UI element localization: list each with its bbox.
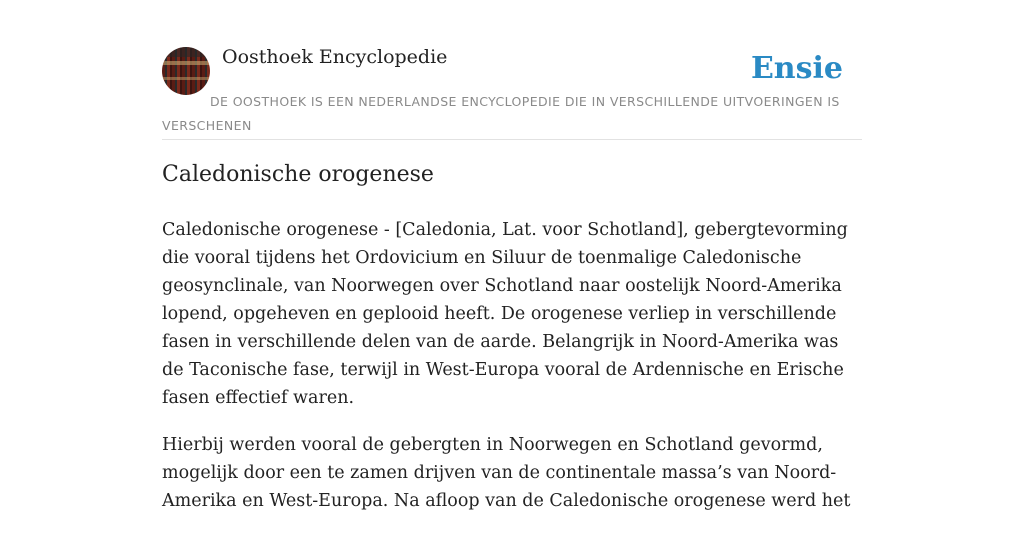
brand-logo[interactable]: Ensie <box>750 51 843 86</box>
header-divider <box>162 139 862 140</box>
site-name-link[interactable]: Oosthoek Encyclopedie <box>222 46 448 68</box>
article-title: Caledonische orogenese <box>162 162 434 187</box>
encyclopedia-avatar[interactable] <box>162 47 210 95</box>
avatar-band <box>162 61 210 65</box>
article-paragraph: Caledonische orogenese - [Caledonia, Lat. voor Schotland], gebergtevorming die vooral tijdens het Ordovicium en Siluur de toenmalige Caledonische geosynclinale, van Noorwegen over Schotland naar oostelijk Noord-Amerika lopend, opgeheven en geplooid heeft. De orogenese verliep in verschillende fasen in verschillende delen van de aarde. Belangrijk in Noord-Amerika was de Taconische fase, terwijl in West-Europa vooral de Ardennische en Erische fasen effectief waren. <box>162 220 848 408</box>
article-body <box>162 216 862 534</box>
article-paragraph: Hierbij werden vooral de gebergten in Noorwegen en Schotland gevormd, mogelijk door een te zamen drijven van de continentale massa’s van Noord-Amerika en West-Europa. Na afloop van de Caledonische orogenese werd het <box>162 435 851 511</box>
site-tagline: DE OOSTHOEK IS EEN NEDERLANDSE ENCYCLOPEDIE DIE IN VERSCHILLENDE UITVOERINGEN IS VERSCHENEN <box>162 94 840 133</box>
avatar-shade <box>162 47 210 57</box>
avatar-band <box>162 77 210 80</box>
